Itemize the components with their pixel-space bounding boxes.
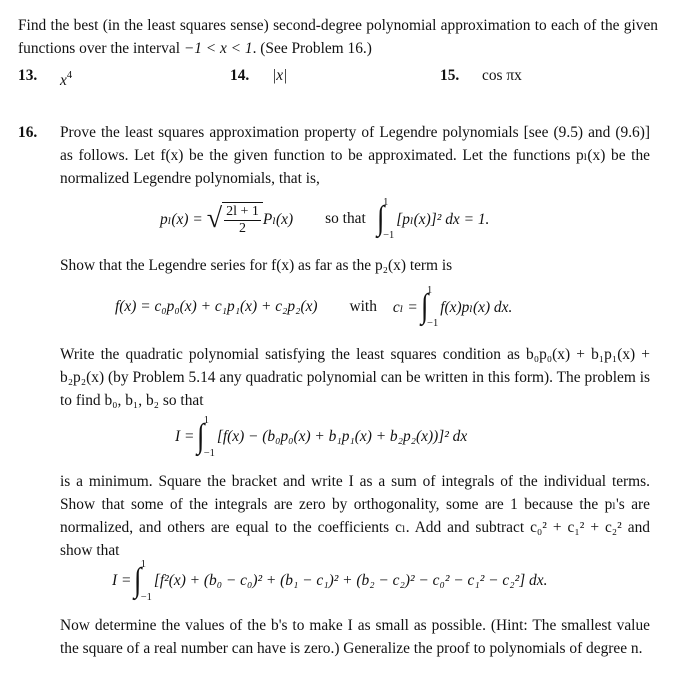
eq1-so-that: so that: [325, 210, 366, 227]
eq2-integrand: f(x)pₗ(x) dx.: [440, 298, 513, 316]
problem-13-number: 13.: [18, 67, 38, 84]
eq3-integrand: [f(x) − (b₀p₀(x) + b₁p₁(x) + b₂p₂(x))]² dx: [216, 428, 468, 445]
intro-paragraph: [18, 14, 658, 60]
eq2-with: with: [349, 298, 377, 315]
eq4-lhs: I =: [112, 572, 132, 589]
eq1-sqrt: √ $\frac{2l + 1}{2}$: [203, 202, 263, 237]
problem-16-paragraph-2: Show that the Legendre series for f(x) as far as the p₂(x) term is: [60, 257, 453, 274]
eq1-integrand: [pₗ(x)]² dx = 1.: [396, 210, 490, 228]
eq1-frac-den: 2: [239, 220, 247, 236]
problem-16-paragraph-1: Prove the least squares approximation property of Legendre polynomials [see (9.5) and (9.6)] as follows. Let f(x) be the given function to be approximated. Let the functions pₗ(x) be the normalized Legendre polynomials, that is,: [60, 124, 650, 187]
eq1-frac-num: 2l + 1: [226, 203, 259, 219]
problem-16-paragraph-3: Write the quadratic polynomial satisfying the least squares condition as b₀p₀(x) + b₁p₁(x) + b₂p₂(x) (by Problem 5.14 any quadratic polynomial can be written in this form). The problem is to find b₀, b₁, b₂ so that: [60, 346, 650, 409]
equation-least-squares-integral: [175, 412, 467, 462]
problem-15-expression: cos πx: [482, 67, 522, 84]
eq3-lhs: I =: [175, 428, 195, 445]
problem-14-number: 14.: [230, 67, 250, 84]
eq2-lhs: f(x) = c₀p₀(x) + c₁p₁(x) + c₂p₂(x): [115, 298, 318, 315]
eq2-coef: cₗ =: [392, 298, 418, 316]
equation-normalized-legendre: [160, 194, 489, 244]
equation-expanded-integral: [112, 556, 547, 606]
intro-text-b: . (See Problem 16.): [252, 40, 372, 57]
eq1-integral: ∫ 1 −1: [376, 197, 395, 241]
eq2-integral: ∫ 1 −1: [420, 285, 439, 329]
intro-text-a: Find the best (in the least squares sense) second-degree polynomial approximation to each of the given functions over the interval: [18, 17, 658, 57]
problem-15-number: 15.: [440, 67, 460, 84]
eq1-rhs: Pₗ(x): [262, 210, 294, 228]
eq1-lhs: pₗ(x) =: [160, 210, 203, 228]
problem-14-expression: |x|: [272, 67, 288, 84]
problem-13-expression: $x^4$: [60, 70, 73, 89]
eq3-integral: ∫ 1 −1: [197, 415, 215, 459]
eq4-integrand: [f²(x) + (b₀ − c₀)² + (b₁ − c₁)² + (b₂ − c₂)² − c₀² − c₁² − c₂²] dx.: [153, 572, 548, 589]
eq4-integral: ∫ 1 −1: [134, 559, 152, 603]
equation-legendre-series: [115, 282, 512, 332]
problem-16-paragraph-5: Now determine the values of the b's to make I as small as possible. (Hint: The smallest value the square of a real number can have is zero.) Generalize the proof to polynomials of degree n.: [60, 617, 650, 657]
problem-16-number: 16.: [18, 124, 38, 141]
intro-interval: −1 < x < 1: [183, 40, 253, 57]
problem-16-paragraph-4: is a minimum. Square the bracket and write I as a sum of integrals of the individual terms. Show that some of the integrals are zero by orthogonality, some are 1 because the pₗ's are normalized, and others are equal to the coefficients cₗ. Add and subtract c₀² + c₁² + c₂² and show that: [60, 473, 650, 559]
